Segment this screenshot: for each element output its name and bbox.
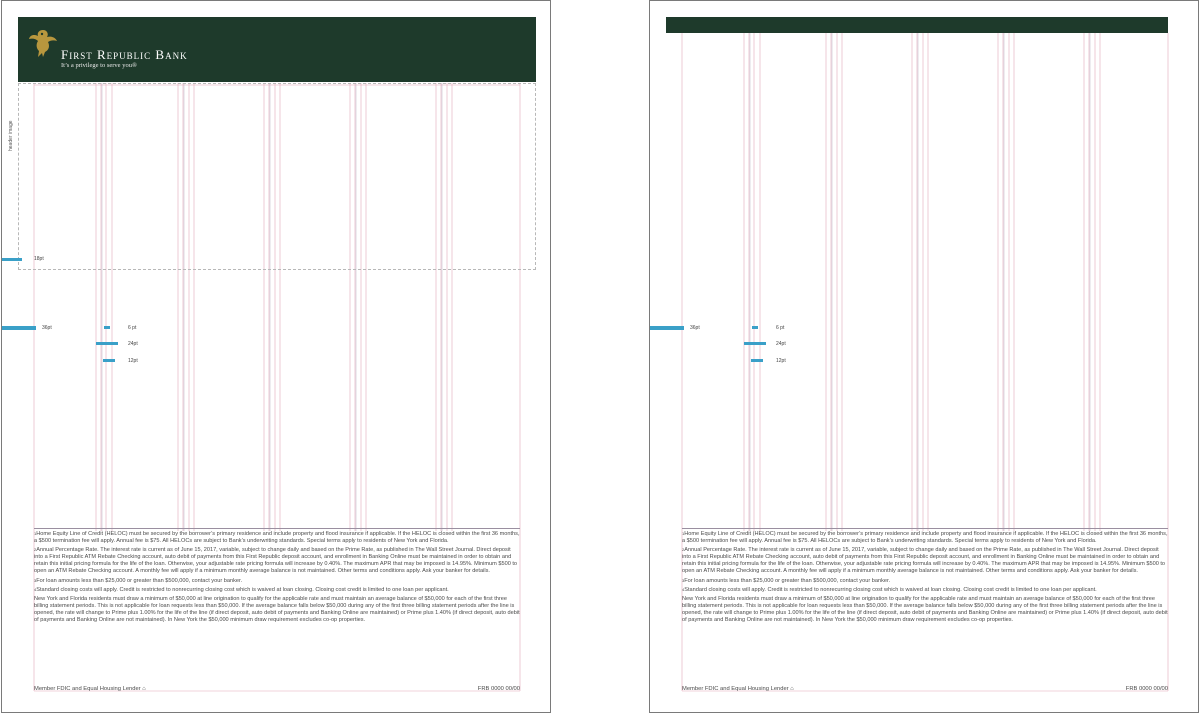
footnote-3: $^3$For loan amounts less than $25,000 or greater than $500,000, contact your banker. — [34, 577, 243, 584]
eagle-icon — [28, 26, 58, 60]
footnote-ny-fl: New York and Florida residents must draw a minimum of $50,000 at line origination to qualify for the applicable rate and must maintain an average balance of $50,000 for each of the first three billing statement periods. This is not applicable for loan requests less than $50,000. If the average balance falls below $50,000 during any of the first three billing statement periods after the line is opened, the rate will change to Prime plus 1.00% for the life of the line (if direct deposit, auto debit of payments and Banking Online are maintained) or Prime plus 1.40% (if direct deposit, auto debit of payments and Banking Online are not maintained). In New York the $50,000 minimum draw requirement excludes co-op properties. — [34, 595, 520, 624]
spacing-label-36: 36pt — [690, 325, 700, 331]
footnotes — [682, 531, 1168, 624]
header-band — [18, 17, 536, 82]
header-image-placeholder — [18, 83, 536, 270]
footnote-2: $^2$Annual Percentage Rate. The interest rate is current as of June 15, 2017, variable, subject to change daily and based on the Prime Rate, as published in The Wall Street Journal. Direct deposit into a First Republic ATM Rebate Checking account, auto debit of payments from this First Republic deposit account, and enrollment in Banking Online must be maintained in order to obtain and retain this initial pricing formula for the life of the loan. Otherwise, your adjustable rate pricing formula will increase by 0.40%. The maximum APR that may be imposed is 14.95%. Minimum $500 to open an ATM Rebate Checking account. A monthly fee will apply if a minimum monthly average balance is not maintained. Other terms and conditions apply. Ask your banker for details. — [34, 547, 518, 575]
footer-rule — [34, 528, 520, 529]
page-left — [1, 0, 551, 713]
equal-housing-icon: ⌂ — [790, 686, 794, 692]
spacing-marker-12 — [103, 359, 115, 362]
spacing-label-12: 12pt — [128, 358, 138, 364]
page-right — [649, 0, 1199, 713]
form-code: FRB 0000 00/00 — [477, 686, 520, 692]
spacing-marker-36 — [650, 326, 684, 330]
member-fdic-text: Member FDIC and Equal Housing Lender ⌂ — [682, 686, 794, 692]
spacing-label-18: 18pt — [34, 256, 44, 262]
footnote-ny-fl: New York and Florida residents must draw a minimum of $50,000 at line origination to qualify for the applicable rate and must maintain an average balance of $50,000 for each of the first three billing statement periods. This is not applicable for loan requests less than $50,000. If the average balance falls below $50,000 during any of the first three billing statement periods after the line is opened, the rate will change to Prime plus 1.00% for the life of the line (if direct deposit, auto debit of payments and Banking Online are maintained) or Prime plus 1.40% (if direct deposit, auto debit of payments and Banking Online are not maintained). In New York the $50,000 minimum draw requirement excludes co-op properties. — [682, 595, 1168, 624]
spacing-label-12: 12pt — [776, 358, 786, 364]
spacing-label-24: 24pt — [128, 341, 138, 347]
footnote-4: $^4$Standard closing costs will apply. Credit is restricted to nonrecurring closing cost which is waived at loan closing. Closing cost credit is limited to one loan per applicant. — [682, 586, 1097, 593]
spacing-marker-18 — [2, 258, 22, 261]
spacing-label-36: 36pt — [42, 325, 52, 331]
footnotes — [34, 531, 520, 624]
spacing-label-6: 6 pt — [128, 325, 137, 331]
spacing-label-24: 24pt — [776, 341, 786, 347]
footnote-1: $^1$Home Equity Line of Credit (HELOC) must be secured by the borrower’s primary residence and include property and flood insurance if applicable. If the HELOC is closed within the first 36 months, a $500 termination fee will apply. Annual fee is $75. All HELOCs are subject to Bank’s underwriting standards. Special terms apply to residents of New York and Florida. — [34, 531, 520, 545]
footnote-1: $^1$Home Equity Line of Credit (HELOC) must be secured by the borrower’s primary residence and include property and flood insurance if applicable. If the HELOC is closed within the first 36 months, a $500 termination fee will apply. Annual fee is $75. All HELOCs are subject to Bank’s underwriting standards. Special terms apply to residents of New York and Florida. — [682, 531, 1168, 545]
member-fdic-text: Member FDIC and Equal Housing Lender ⌂ — [34, 686, 146, 692]
equal-housing-icon: ⌂ — [142, 686, 146, 692]
form-code: FRB 0000 00/00 — [1125, 686, 1168, 692]
footnote-4: $^4$Standard closing costs will apply. Credit is restricted to nonrecurring closing cost which is waived at loan closing. Closing cost credit is limited to one loan per applicant. — [34, 586, 449, 593]
spacing-label-6: 6 pt — [776, 325, 785, 331]
footnote-2: $^2$Annual Percentage Rate. The interest rate is current as of June 15, 2017, variable, subject to change daily and based on the Prime Rate, as published in The Wall Street Journal. Direct deposit into a First Republic ATM Rebate Checking account, auto debit of payments from this First Republic deposit account, and enrollment in Banking Online must be maintained in order to obtain and retain this initial pricing formula for the life of the loan. Otherwise, your adjustable rate pricing formula will increase by 0.40%. The maximum APR that may be imposed is 14.95%. Minimum $500 to open an ATM Rebate Checking account. A monthly fee will apply if a minimum monthly average balance is not maintained. Other terms and conditions apply. Ask your banker for details. — [682, 547, 1166, 575]
footnote-3: $^3$For loan amounts less than $25,000 or greater than $500,000, contact your banker. — [682, 577, 891, 584]
footer-rule — [682, 528, 1168, 529]
spacing-marker-6 — [752, 326, 758, 329]
bank-name: First Republic Bank — [61, 47, 188, 62]
tagline: It’s a privilege to serve you® — [61, 62, 137, 69]
spacing-marker-24 — [96, 342, 118, 345]
spacing-marker-12 — [751, 359, 763, 362]
spacing-marker-24 — [744, 342, 766, 345]
spacing-marker-36 — [2, 326, 36, 330]
header-band — [666, 17, 1168, 33]
header-image-label: header image — [8, 120, 14, 151]
spacing-marker-6 — [104, 326, 110, 329]
